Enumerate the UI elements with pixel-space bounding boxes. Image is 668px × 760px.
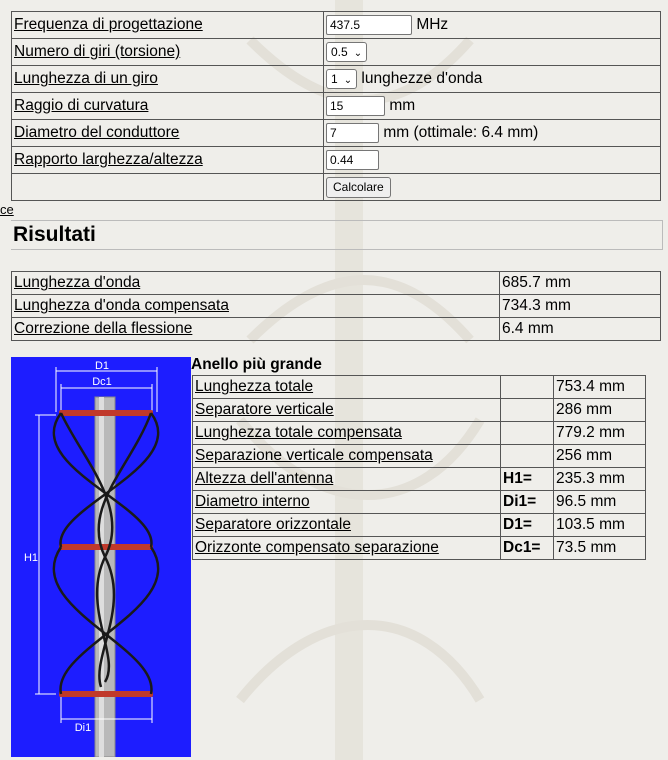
ring-symbol xyxy=(501,422,554,445)
results-title: Risultati xyxy=(13,223,96,246)
ring-value: 779.2 mm xyxy=(554,422,646,445)
wavelength-value: 685.7 mm xyxy=(500,272,661,295)
truncated-link[interactable]: ce xyxy=(0,202,14,217)
table-row xyxy=(193,468,646,491)
ring-value: 753.4 mm xyxy=(554,376,646,399)
ring-value: 256 mm xyxy=(554,445,646,468)
conductor-diameter-label[interactable]: Diametro del conduttore xyxy=(14,124,180,141)
ring-symbol: Dc1= xyxy=(501,537,554,560)
middle-crossbar xyxy=(59,544,153,550)
frequency-input[interactable] xyxy=(326,15,412,35)
table-row xyxy=(193,376,646,399)
table-row xyxy=(12,295,661,318)
ring-label-compensated-horizontal-separation[interactable]: Orizzonte compensato separazione xyxy=(195,539,439,556)
table-row xyxy=(193,399,646,422)
largest-ring-title: Anello più grande xyxy=(191,356,322,373)
ring-symbol xyxy=(501,399,554,422)
ring-label-compensated-total-length[interactable]: Lunghezza totale compensata xyxy=(195,424,402,441)
form-row-turn-length xyxy=(12,66,661,93)
chevron-down-icon: ⌄ xyxy=(343,75,353,86)
ring-label-antenna-height[interactable]: Altezza dell'antenna xyxy=(195,470,334,487)
ratio-input[interactable] xyxy=(326,150,379,170)
frequency-label[interactable]: Frequenza di progettazione xyxy=(14,16,203,33)
compensated-wavelength-value: 734.3 mm xyxy=(500,295,661,318)
largest-ring-table xyxy=(192,375,646,560)
h1-label: H1 xyxy=(23,552,39,564)
table-row xyxy=(193,491,646,514)
frequency-unit: MHz xyxy=(416,16,449,34)
ring-label-inner-diameter[interactable]: Diametro interno xyxy=(195,493,310,510)
design-form-table xyxy=(11,11,661,201)
chevron-down-icon: ⌄ xyxy=(353,48,363,59)
turn-length-unit: lunghezze d'onda xyxy=(361,70,483,88)
bend-radius-label[interactable]: Raggio di curvatura xyxy=(14,97,149,114)
ring-symbol: Di1= xyxy=(501,491,554,514)
d1-label: D1 xyxy=(94,360,110,372)
table-row xyxy=(193,422,646,445)
ratio-label[interactable]: Rapporto larghezza/altezza xyxy=(14,151,203,168)
bend-correction-label[interactable]: Correzione della flessione xyxy=(14,320,193,337)
ring-label-vertical-separator[interactable]: Separatore verticale xyxy=(195,401,334,418)
turns-select[interactable] xyxy=(326,42,367,62)
calculate-button[interactable]: Calcolare xyxy=(326,177,391,198)
antenna-diagram xyxy=(11,357,191,757)
ring-value: 286 mm xyxy=(554,399,646,422)
turns-select-value: 0.5 xyxy=(331,45,348,59)
ring-symbol: H1= xyxy=(501,468,554,491)
top-crossbar xyxy=(59,410,153,416)
turn-length-select-value: 1 xyxy=(331,72,338,86)
conductor-diameter-unit: mm (ottimale: 6.4 mm) xyxy=(383,124,539,142)
form-row-frequency xyxy=(12,12,661,39)
ring-symbol xyxy=(501,376,554,399)
form-row-submit xyxy=(12,174,661,201)
bend-radius-input[interactable] xyxy=(326,96,385,116)
conductor-diameter-input[interactable] xyxy=(326,123,379,143)
ring-symbol: D1= xyxy=(501,514,554,537)
bend-correction-value: 6.4 mm xyxy=(500,318,661,341)
ring-symbol xyxy=(501,445,554,468)
wavelength-table xyxy=(11,271,661,341)
empty-cell xyxy=(12,174,324,201)
table-row xyxy=(12,318,661,341)
results-heading-box xyxy=(11,220,663,250)
table-row xyxy=(12,272,661,295)
ring-label-compensated-vertical-separation[interactable]: Separazione verticale compensata xyxy=(195,447,433,464)
form-row-turns xyxy=(12,39,661,66)
turns-label[interactable]: Numero di giri (torsione) xyxy=(14,43,181,60)
di1-label: Di1 xyxy=(74,722,92,734)
compensated-wavelength-label[interactable]: Lunghezza d'onda compensata xyxy=(14,297,229,314)
bottom-crossbar xyxy=(59,691,153,697)
ring-value: 96.5 mm xyxy=(554,491,646,514)
turn-length-select[interactable] xyxy=(326,69,357,89)
wavelength-label[interactable]: Lunghezza d'onda xyxy=(14,274,141,291)
form-row-bend-radius xyxy=(12,93,661,120)
ring-label-total-length[interactable]: Lunghezza totale xyxy=(195,378,314,395)
form-row-ratio xyxy=(12,147,661,174)
table-row xyxy=(193,537,646,560)
table-row xyxy=(193,514,646,537)
ring-value: 73.5 mm xyxy=(554,537,646,560)
form-row-conductor-diameter xyxy=(12,120,661,147)
dc1-label: Dc1 xyxy=(92,376,112,388)
ring-value: 103.5 mm xyxy=(554,514,646,537)
ring-label-horizontal-separator[interactable]: Separatore orizzontale xyxy=(195,516,351,533)
bend-radius-unit: mm xyxy=(389,97,416,115)
table-row xyxy=(193,445,646,468)
turn-length-label[interactable]: Lunghezza di un giro xyxy=(14,70,158,87)
ring-value: 235.3 mm xyxy=(554,468,646,491)
